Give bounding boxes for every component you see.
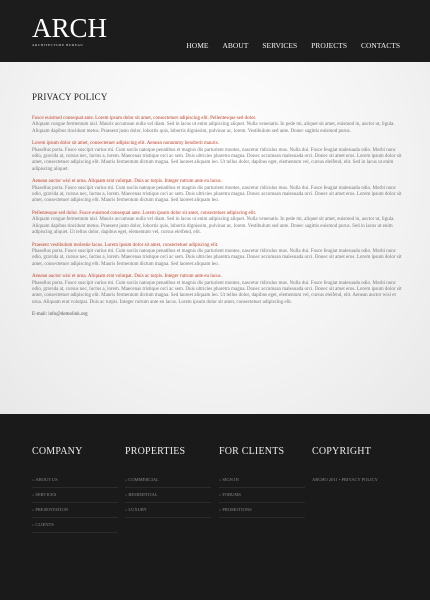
logo[interactable] [32,14,107,48]
paragraph-body: Aliquam congue fermentum nisl. Mauris accumsan nulla vel diam. Sed in lacus ut enim adipiscing aliquet. Nulla venenatis. In pede mi, aliquet sit amet, euismod in, auctor ut, ligula. Aliquam dapibus tincidunt metus. Praesent justo dolor, lobortis quis, lobortis dignissim, pulvinar ac, lorem. Vestibulum sed ante. Donec sagittis euismod purus. Sed in lacus ut enim adipiscing aliquet. Ut tellus dolor, dapibus eget, elementum vel, cursus eleifend, elit. [32,217,395,236]
page-title: PRIVACY POLICY [32,92,108,102]
footer-link-forums[interactable]: » FORUMS [219,492,305,503]
paragraph-body: Phasellus porta. Fusce suscipit varius mi. Cum sociis natoque penatibus et magnis dis parturient montes, nascetur ridiculus mus. Nulla dui. Fusce feugiat malesuada odio. Morbi nunc odio, gravida at, cursus nec, luctus a, lorem. Maecenas tristique orci ac sem. Duis ultricies pharetra magna. Donec accumsan malesuada orci. Donec sit amet eros. Lorem ipsum dolor sit amet, consectetuer adipiscing elit. Mauris fermentum dictum magna. Sed laoreet aliquam leo. [32,248,402,267]
paragraph-lead: Pellentesque sed dolor. Fusce euismod consequat ante. Lorem ipsum dolor sit amet, consectetuer adipiscing elit. [32,210,257,216]
nav-about[interactable]: ABOUT [222,41,249,50]
footer-copyright [312,446,398,482]
footer-link-promotions[interactable]: » PROMOTIONS [219,507,305,518]
paragraph-lead: Aenean auctor wisi et urna. Aliquam erat volutpat. Duis ac turpis. Integer rutrum ante eu lacus. [32,179,222,185]
paragraph-lead: Praesent vestibulum molestie lacus. Lorem ipsum dolor sit amet, consectetuer adipiscing elit. [32,242,219,248]
policy-paragraph [32,243,404,269]
footer-link-residential[interactable]: » RESIDENTIAL [125,492,211,503]
footer-properties [125,446,211,522]
footer-link-commercial[interactable]: » COMMERCIAL [125,477,211,488]
footer-link-about-us[interactable]: » ABOUT US [32,477,118,488]
footer-heading: PROPERTIES [125,446,186,457]
policy-text [32,116,404,319]
nav-home[interactable]: HOME [186,41,209,50]
paragraph-body: Phasellus porta. Fusce suscipit varius mi. Cum sociis natoque penatibus et magnis dis parturient montes, nascetur ridiculus mus. Nulla dui. Fusce feugiat malesuada odio. Morbi nunc odio, gravida at, cursus nec, luctus a, lorem. Maecenas tristique orci ac sem. Duis ultricies pharetra magna. Donec accumsan malesuada orci. Donec sit amet eros. Lorem ipsum dolor sit amet, consectetuer adipiscing elit. Mauris fermentum dictum magna. Sed laoreet aliquam leo. Ut tellus dolor, dapibus eget, elementum vel, cursus eleifend, elit. Sed in lacus ut enim adipiscing aliquet. [32,147,402,172]
copyright-text [312,477,398,482]
footer-link-presentation[interactable]: » PRESENTATION [32,507,118,518]
paragraph-body: Phasellus porta. Fusce suscipit varius mi. Cum sociis natoque penatibus et magnis dis parturient montes, nascetur ridiculus mus. Nulla dui. Fusce feugiat malesuada odio. Morbi nunc odio, gravida at, cursus nec, luctus a, lorem. Maecenas tristique orci ac sem. Duis ultricies pharetra magna. Donec accumsan malesuada orci. Donec sit amet eros. Lorem ipsum dolor sit amet, consectetuer adipiscing elit. Mauris fermentum dictum magna. Sed laoreet aliquam leo. [32,185,402,204]
paragraph-lead: Fusce euismod consequat ante. Lorem ipsum dolor sit amet, consectetuer adipiscing elit. Pellentesque sed dolor. [32,116,257,121]
logo-title: ARCH [32,13,108,43]
nav-services[interactable]: SERVICES [262,41,298,50]
paragraph-lead: Aenean auctor wisi et urna. Aliquam erat volutpat. Duis ac turpis. Integer rutrum ante eu lacus. [32,274,222,280]
policy-paragraph [32,179,404,205]
nav-contacts[interactable]: CONTACTS [361,41,400,50]
paragraph-body: Phasellus porta. Fusce suscipit varius mi. Cum sociis natoque penatibus et magnis dis parturient montes, nascetur ridiculus mus. Nulla dui. Fusce feugiat malesuada odio. Morbi nunc odio, gravida at, cursus nec, luctus a, lorem. Maecenas tristique orci ac sem. Duis ultricies pharetra magna. Donec accumsan malesuada orci. Donec sit amet eros. Lorem ipsum dolor sit amet, consectetuer adipiscing elit. Mauris fermentum dictum magna. Sed laoreet aliquam leo. Ut tellus dolor, dapibus eget, elementum vel, cursus eleifend, elit. Aenean auctor wisi et urna. Aliquam erat volutpat. Duis ac turpis. Integer rutrum ante eu lacus. Lorem ipsum dolor sit amet, consectetuer adipiscing elit. [32,280,402,305]
site-footer [0,414,430,600]
policy-paragraph [32,274,404,306]
nav-projects[interactable]: PROJECTS [311,41,347,50]
footer-company [32,446,118,537]
footer-link-list [32,477,118,533]
footer-link-sign-in[interactable]: » SIGN IN [219,477,305,488]
paragraph-body: Aliquam congue fermentum nisl. Mauris accumsan nulla vel diam. Sed in lacus ut enim adipiscing aliquet. Nulla venenatis. In pede mi, aliquet sit amet, euismod in, auctor ut, ligula. Aliquam dapibus tincidunt metus. Praesent justo dolor, lobortis quis, lobortis dignissim, pulvinar ac, lorem. Vestibulum sed ante. Donec sagittis euismod purus. [32,122,395,134]
footer-link-clients[interactable]: » CLIENTS [32,522,118,533]
logo-subtitle: ARCHITECTURE BUREAU [32,43,84,47]
contact-email[interactable]: E-mail: info@demolink.org [32,312,88,318]
policy-paragraph [32,116,404,135]
footer-link-list [125,477,211,518]
footer-heading: FOR CLIENTS [219,446,285,457]
paragraph-lead: Lorem ipsum dolor sit amet, consectetuer adipiscing elit. Aenean nonummy hendrerit mauris. [32,141,219,147]
footer-heading: COPYRIGHT [312,446,372,457]
footer-heading: COMPANY [32,446,83,457]
privacy-policy-link[interactable]: PRIVACY POLICY [341,477,378,482]
footer-for-clients [219,446,305,522]
site-header [0,0,430,62]
footer-link-services[interactable]: » SERVICES [32,492,118,503]
policy-paragraph [32,211,404,237]
copyright-label: ARCHO 2011 • [312,477,341,482]
footer-link-luxury[interactable]: » LUXURY [125,507,211,518]
main-nav [172,41,400,50]
main-content [0,62,430,414]
footer-link-list [219,477,305,518]
policy-paragraph [32,141,404,173]
